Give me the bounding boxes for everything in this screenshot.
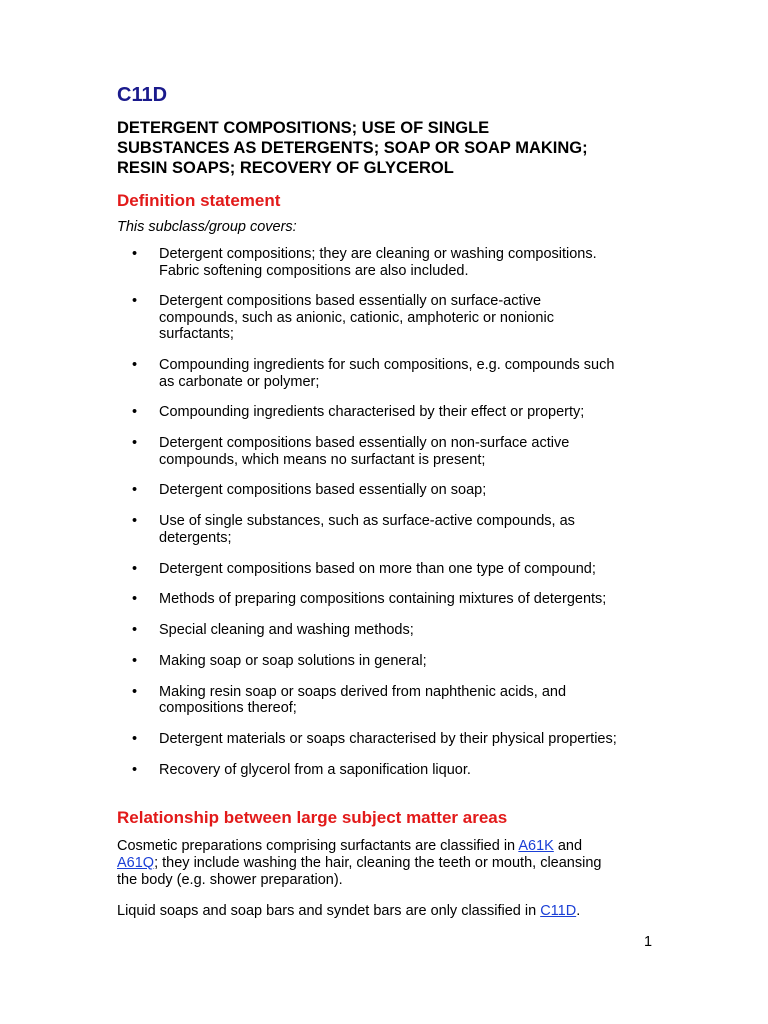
- definition-list-item: [117, 482, 657, 499]
- bullet-marker: •: [132, 591, 138, 608]
- bullet-marker: •: [132, 622, 138, 639]
- paragraph-text: .: [576, 903, 581, 919]
- relationship-heading: Relationship between large subject matter areas: [117, 808, 508, 827]
- title-line: SUBSTANCES AS DETERGENTS; SOAP OR SOAP MAKING;: [117, 139, 588, 157]
- bullet-marker: •: [132, 731, 138, 748]
- class-title: [117, 118, 657, 178]
- definition-list-item: [117, 762, 657, 779]
- definition-list: [117, 246, 657, 793]
- bullet-marker: •: [132, 293, 138, 310]
- list-item-line: Detergent materials or soaps characterised by their physical properties;: [159, 731, 617, 748]
- list-item-line: Making soap or soap solutions in general;: [159, 652, 427, 669]
- title-line: DETERGENT COMPOSITIONS; USE OF SINGLE: [117, 119, 490, 137]
- link-a61k[interactable]: A61K: [518, 838, 554, 854]
- definition-list-item: [117, 591, 657, 608]
- list-item-line: Compounding ingredients characterised by their effect or property;: [159, 404, 585, 421]
- definition-list-item: [117, 731, 657, 748]
- title-line: RESIN SOAPS; RECOVERY OF GLYCEROL: [117, 159, 454, 177]
- list-item-line: compounds, such as anionic, cationic, amphoteric or nonionic: [159, 309, 554, 326]
- definition-heading: Definition statement: [117, 191, 281, 210]
- class-code: C11D: [117, 84, 168, 106]
- bullet-marker: •: [132, 435, 138, 452]
- list-item-line: Detergent compositions based essentially on surface-active: [159, 293, 542, 310]
- bullet-marker: •: [132, 652, 138, 669]
- definition-list-item: [117, 293, 657, 343]
- paragraph-text: Cosmetic preparations comprising surfactants are classified in: [117, 838, 519, 854]
- bullet-marker: •: [132, 404, 138, 421]
- bullet-marker: •: [132, 683, 138, 700]
- definition-list-item: [117, 435, 657, 468]
- definition-list-item: [117, 404, 657, 421]
- paragraph-text: and: [553, 838, 583, 854]
- list-item-line: Use of single substances, such as surface-active compounds, as: [159, 513, 575, 530]
- definition-list-item: [117, 684, 657, 717]
- relationship-paragraph: [117, 838, 647, 889]
- definition-list-item: [117, 246, 657, 279]
- paragraph-text: ; they include washing the hair, cleaning the teeth or mouth, cleansing: [154, 855, 602, 871]
- bullet-marker: •: [132, 513, 138, 530]
- list-item-line: Detergent compositions based essentially on non-surface active: [159, 435, 570, 452]
- definition-intro: This subclass/group covers:: [117, 219, 297, 235]
- list-item-line: Fabric softening compositions are also included.: [159, 262, 469, 279]
- list-item-line: Making resin soap or soaps derived from naphthenic acids, and: [159, 683, 567, 700]
- bullet-marker: •: [132, 357, 138, 374]
- definition-list-item: [117, 622, 657, 639]
- list-item-line: Special cleaning and washing methods;: [159, 622, 414, 639]
- relationship-paragraph-2: [117, 903, 647, 920]
- list-item-line: compositions thereof;: [159, 700, 297, 717]
- link-c11d[interactable]: C11D: [540, 903, 577, 919]
- paragraph-text: the body (e.g. shower preparation).: [117, 872, 343, 888]
- list-item-line: Methods of preparing compositions containing mixtures of detergents;: [159, 591, 607, 608]
- list-item-line: as carbonate or polymer;: [159, 373, 320, 390]
- list-item-line: Detergent compositions; they are cleaning or washing compositions.: [159, 246, 597, 262]
- bullet-marker: •: [132, 246, 138, 262]
- definition-list-item: [117, 561, 657, 578]
- list-item-line: surfactants;: [159, 326, 234, 343]
- list-item-line: Compounding ingredients for such compositions, e.g. compounds such: [159, 357, 615, 374]
- list-item-line: Recovery of glycerol from a saponification liquor.: [159, 761, 471, 778]
- list-item-line: compounds, which means no surfactant is present;: [159, 451, 486, 468]
- bullet-marker: •: [132, 761, 138, 778]
- page-number: 1: [644, 934, 653, 950]
- definition-list-item: [117, 513, 657, 546]
- list-item-line: Detergent compositions based on more than one type of compound;: [159, 560, 596, 577]
- definition-list-item: [117, 653, 657, 670]
- list-item-line: detergents;: [159, 529, 232, 546]
- link-a61q[interactable]: A61Q: [117, 855, 155, 871]
- paragraph-text: Liquid soaps and soap bars and syndet bars are only classified in: [117, 903, 541, 919]
- bullet-marker: •: [132, 482, 138, 499]
- list-item-line: Detergent compositions based essentially on soap;: [159, 482, 487, 499]
- definition-list-item: [117, 357, 657, 390]
- bullet-marker: •: [132, 560, 138, 577]
